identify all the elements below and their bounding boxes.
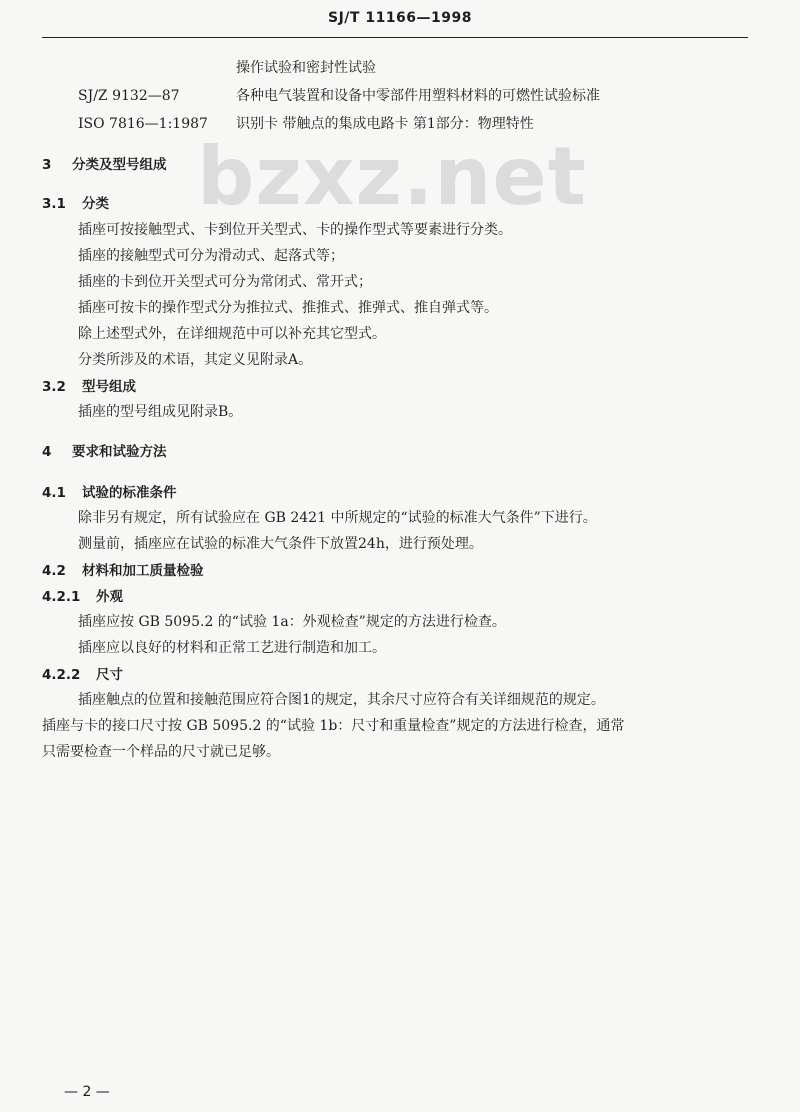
reference-title: 操作试验和密封性试验	[236, 60, 376, 76]
paragraph: 插座与卡的接口尺寸按 GB 5095.2 的“试验 1b：尺寸和重量检查”规定的方法进行检查，通常	[42, 718, 625, 734]
section-heading-4	[42, 440, 167, 460]
paragraph: 插座的卡到位开关型式可分为常闭式、常开式；	[78, 274, 372, 290]
reference-title: 各种电气装置和设备中零部件用塑料材料的可燃性试验标准	[236, 88, 600, 104]
reference-code: ISO 7816—1:1987	[78, 116, 208, 132]
section-heading-4-2-2	[42, 663, 123, 683]
section-heading-3	[42, 153, 167, 173]
section-title: 尺寸	[96, 667, 123, 683]
section-number: 4.2.1	[42, 589, 81, 605]
section-number: 3	[42, 157, 52, 173]
section-number: 3.1	[42, 196, 66, 212]
reference-code: SJ/Z 9132—87	[78, 88, 180, 104]
section-heading-4-2	[42, 559, 204, 579]
section-title: 材料和加工质量检验	[82, 563, 204, 579]
paragraph: 分类所涉及的术语，其定义见附录A。	[78, 352, 313, 368]
page-number: — 2 —	[64, 1084, 110, 1100]
paragraph: 只需要检查一个样品的尺寸就已足够。	[42, 744, 280, 760]
section-title: 型号组成	[82, 379, 136, 395]
reference-title: 识别卡 带触点的集成电路卡 第1部分：物理特性	[236, 116, 534, 132]
section-heading-4-2-1	[42, 585, 123, 605]
watermark-text: bzxz.net	[197, 130, 587, 223]
section-title: 要求和试验方法	[72, 444, 167, 460]
section-title: 试验的标准条件	[82, 485, 177, 501]
section-title: 分类及型号组成	[72, 157, 167, 173]
section-number: 4	[42, 444, 52, 460]
paragraph: 除非另有规定，所有试验应在 GB 2421 中所规定的“试验的标准大气条件”下进行。	[78, 510, 597, 526]
paragraph: 插座可按卡的操作型式分为推拉式、推推式、推弹式、推自弹式等。	[78, 300, 498, 316]
paragraph: 插座的型号组成见附录B。	[78, 404, 243, 420]
paragraph: 插座的接触型式可分为滑动式、起落式等；	[78, 248, 344, 264]
section-number: 4.2.2	[42, 667, 81, 683]
paragraph: 测量前，插座应在试验的标准大气条件下放置24h，进行预处理。	[78, 536, 483, 552]
page-header-standard-number: SJ/T 11166—1998	[328, 10, 472, 26]
section-number: 4.2	[42, 563, 66, 579]
section-heading-3-2	[42, 375, 136, 395]
paragraph: 除上述型式外，在详细规范中可以补充其它型式。	[78, 326, 386, 342]
section-number: 3.2	[42, 379, 66, 395]
section-heading-4-1	[42, 481, 177, 501]
paragraph: 插座应以良好的材料和正常工艺进行制造和加工。	[78, 640, 386, 656]
section-number: 4.1	[42, 485, 66, 501]
paragraph: 插座触点的位置和接触范围应符合图1的规定，其余尺寸应符合有关详细规范的规定。	[78, 692, 605, 708]
paragraph: 插座可按接触型式、卡到位开关型式、卡的操作型式等要素进行分类。	[78, 222, 512, 238]
section-title: 外观	[96, 589, 123, 605]
paragraph: 插座应按 GB 5095.2 的“试验 1a：外观检查”规定的方法进行检查。	[78, 614, 506, 630]
section-heading-3-1	[42, 192, 109, 212]
section-title: 分类	[82, 196, 109, 212]
